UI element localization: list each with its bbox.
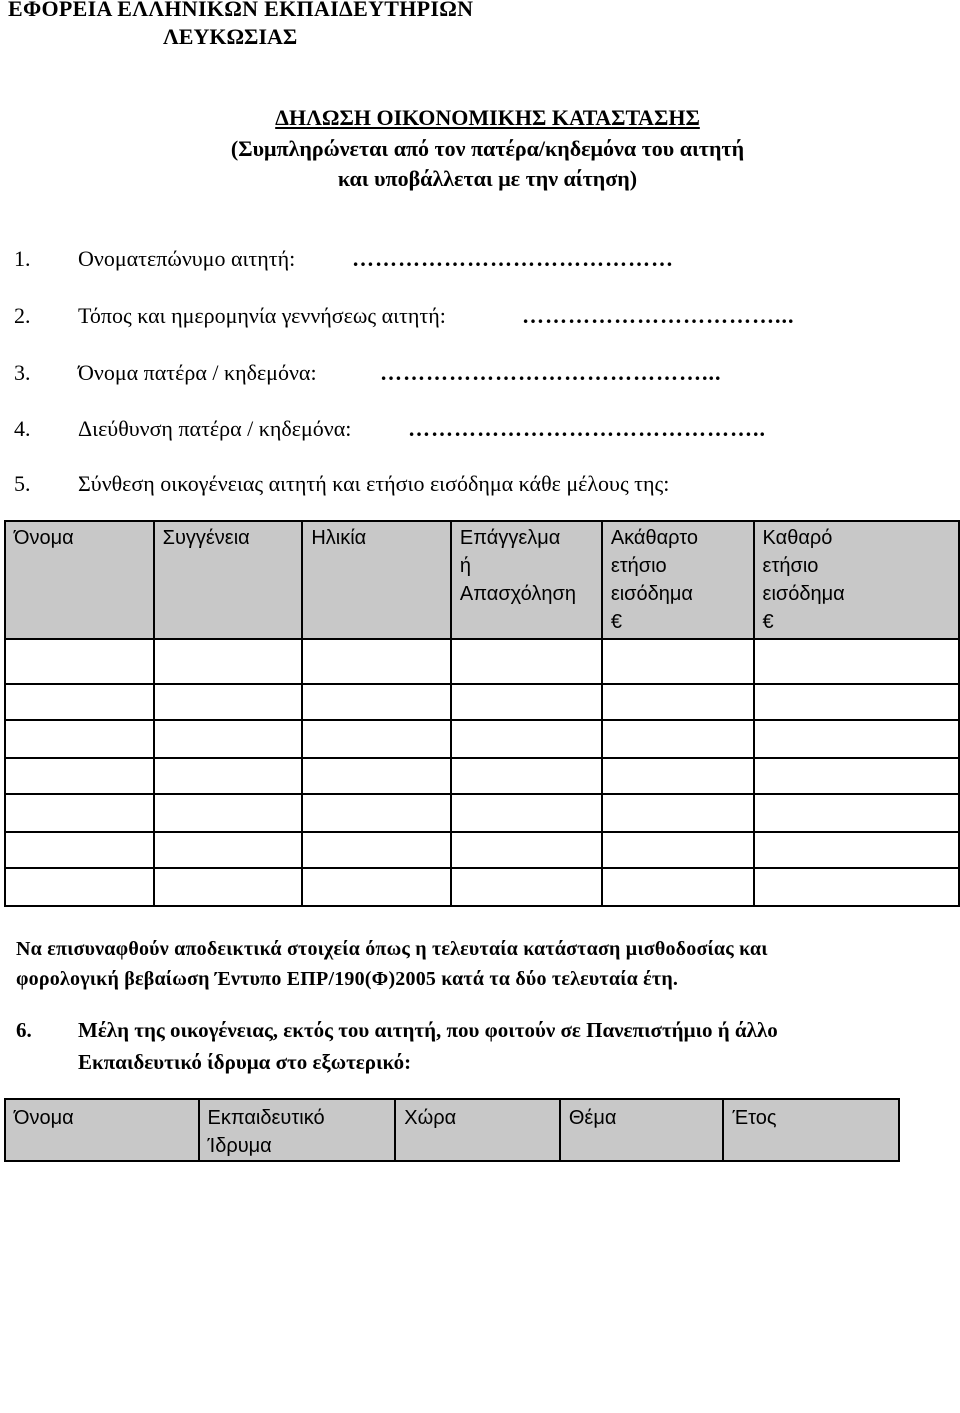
field-number: 3.: [14, 360, 31, 385]
field-number: 4.: [14, 416, 31, 441]
header-occupation: Επάγγελμα ή Απασχόληση: [451, 521, 602, 639]
field-label: Όνομα πατέρα / κηδεμόνα:: [78, 360, 317, 385]
table-row: [5, 684, 959, 720]
table-cell[interactable]: [154, 868, 303, 906]
table-cell[interactable]: [154, 794, 303, 832]
header-net-income: Καθαρό ετήσιο εισόδημα €: [754, 521, 959, 639]
table-cell[interactable]: [754, 832, 959, 868]
table-cell[interactable]: [154, 832, 303, 868]
table-row: [5, 794, 959, 832]
table-cell[interactable]: [5, 868, 154, 906]
field-number: 1.: [14, 246, 31, 271]
table-cell[interactable]: [451, 720, 602, 758]
section-6: [0, 1014, 960, 1084]
table-cell[interactable]: [5, 720, 154, 758]
table-cell[interactable]: [154, 758, 303, 794]
table-header-row: [5, 1099, 899, 1161]
table-cell[interactable]: [302, 868, 451, 906]
header-relationship: Συγγένεια: [154, 521, 303, 639]
organization-name: ΕΦΟΡΕΙΑ ΕΛΛΗΝΙΚΩΝ ΕΚΠΑΙΔΕΥΤΗΡΙΩΝ: [8, 0, 474, 21]
field-label: Ονοματεπώνυμο αιτητή:: [78, 246, 296, 271]
table-row: [5, 868, 959, 906]
organization-city: ΛΕΥΚΩΣΙΑΣ: [163, 24, 298, 49]
table-cell[interactable]: [302, 758, 451, 794]
table-cell[interactable]: [5, 684, 154, 720]
table-cell[interactable]: [451, 832, 602, 868]
attachment-note: [16, 934, 960, 994]
father-address-fill-line[interactable]: ………………………………………..: [408, 416, 766, 441]
table-cell[interactable]: [302, 794, 451, 832]
section-6-line2: Εκπαιδευτικό ίδρυμα στο εξωτερικό:: [78, 1050, 412, 1074]
table-cell[interactable]: [754, 684, 959, 720]
field-label: Τόπος και ημερομηνία γεννήσεως αιτητή:: [78, 303, 446, 328]
header-institution: Εκπαιδευτικό Ίδρυμα: [199, 1099, 396, 1161]
table-cell[interactable]: [602, 794, 754, 832]
table-header-row: [5, 521, 959, 639]
table-cell[interactable]: [602, 758, 754, 794]
table-cell[interactable]: [451, 684, 602, 720]
father-name-fill-line[interactable]: ……………………………………...: [380, 360, 722, 385]
note-line2: φορολογική βεβαίωση Έντυπο ΕΠΡ/190(Φ)2005 κατά τα δύο τελευταία έτη.: [16, 968, 679, 990]
table-cell[interactable]: [154, 684, 303, 720]
table-cell[interactable]: [602, 639, 754, 684]
section-6-line1: Μέλη της οικογένειας, εκτός του αιτητή, που φοιτούν σε Πανεπιστήμιο ή άλλο: [78, 1018, 778, 1042]
field-label: Σύνθεση οικογένειας αιτητή και ετήσιο εισόδημα κάθε μέλους της:: [78, 471, 670, 496]
table-cell[interactable]: [451, 794, 602, 832]
header-year: Έτος: [723, 1099, 899, 1161]
table-row: [5, 720, 959, 758]
field-number: 2.: [14, 303, 31, 328]
table-cell[interactable]: [451, 639, 602, 684]
table-cell[interactable]: [602, 868, 754, 906]
field-label: Διεύθυνση πατέρα / κηδεμόνα:: [78, 416, 352, 441]
table-cell[interactable]: [451, 868, 602, 906]
table-cell[interactable]: [302, 832, 451, 868]
table-row: [5, 832, 959, 868]
table-cell[interactable]: [302, 639, 451, 684]
header-name: Όνομα: [5, 521, 154, 639]
field-family-composition: [0, 471, 960, 501]
table-cell[interactable]: [754, 758, 959, 794]
table-cell[interactable]: [154, 720, 303, 758]
table-cell[interactable]: [5, 794, 154, 832]
table-cell[interactable]: [602, 720, 754, 758]
header-gross-income: Ακάθαρτο ετήσιο εισόδημα €: [602, 521, 754, 639]
header-age: Ηλικία: [302, 521, 451, 639]
header-country: Χώρα: [395, 1099, 560, 1161]
table-cell[interactable]: [5, 639, 154, 684]
family-income-table: [4, 520, 960, 907]
table-cell[interactable]: [754, 720, 959, 758]
table-cell[interactable]: [302, 684, 451, 720]
applicant-name-fill-line[interactable]: ……………………………………: [352, 246, 674, 271]
header-name: Όνομα: [5, 1099, 199, 1161]
table-row: [5, 639, 959, 684]
table-cell[interactable]: [754, 639, 959, 684]
field-father-address: [0, 416, 960, 446]
section-number: 6.: [16, 1018, 32, 1042]
note-line1: Να επισυναφθούν αποδεικτικά στοιχεία όπως η τελευταία κατάσταση μισθοδοσίας και: [16, 938, 768, 960]
birth-place-date-fill-line[interactable]: ……………………………...: [522, 303, 795, 328]
form-title: ΔΗΛΩΣΗ ΟΙΚΟΝΟΜΙΚΗΣ ΚΑΤΑΣΤΑΣΗΣ: [275, 105, 700, 130]
table-cell[interactable]: [754, 794, 959, 832]
table-cell[interactable]: [602, 684, 754, 720]
field-birth-place-date: [0, 303, 960, 333]
table-cell[interactable]: [5, 758, 154, 794]
table-cell[interactable]: [302, 720, 451, 758]
table-cell[interactable]: [754, 868, 959, 906]
table-cell[interactable]: [5, 832, 154, 868]
field-applicant-name: [0, 246, 960, 276]
study-abroad-table: [4, 1098, 900, 1162]
table-row: [5, 758, 959, 794]
form-subtitle-line2: και υποβάλλεται με την αίτηση): [337, 166, 638, 191]
table-cell[interactable]: [602, 832, 754, 868]
table-cell[interactable]: [451, 758, 602, 794]
field-number: 5.: [14, 471, 31, 496]
table-cell[interactable]: [154, 639, 303, 684]
field-father-name: [0, 360, 960, 390]
header-subject: Θέμα: [560, 1099, 724, 1161]
form-subtitle-line1: (Συμπληρώνεται από τον πατέρα/κηδεμόνα του αιτητή: [230, 136, 745, 161]
